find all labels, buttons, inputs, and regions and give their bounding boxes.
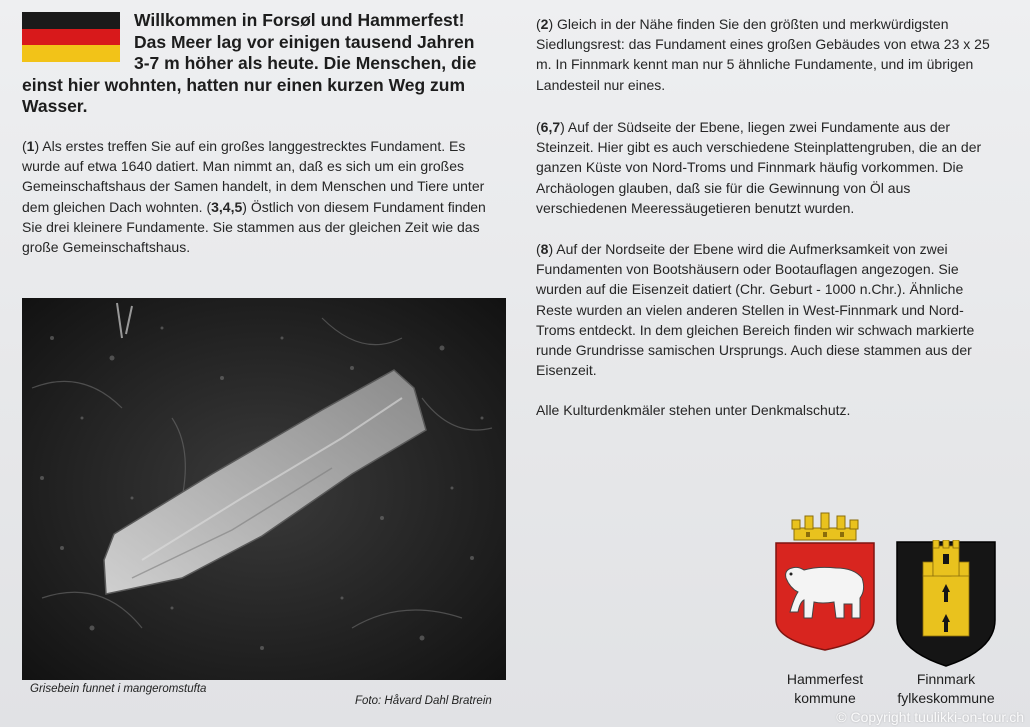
paragraph-1: (1) Als erstes treffen Sie auf ein großes langgestrecktes Fundament. Es wurde auf etwa 1640 datiert. Man nimmt an, daß es sich um ein großes Gemeinschaftshaus der Samen handelt, in dem Menschen und Tiere unter dem gleichen Dach wohnten. (3,4,5) Östlich von diesem Fundament finden Sie drei kleinere Fundamente. Sie stammen aus der gleichen Zeit wie das große Gemeinschaftshaus. [22,138,486,256]
photo-credit: Foto: Håvard Dahl Bratrein [355,695,492,707]
paragraph-8: (8) Auf der Nordseite der Ebene wird die Aufmerksamkeit von zwei Fundamenten von Bootshäusern oder Bootauflagen angezogen. Sie wurden auf die Eisenzeit datiert (Chr. Geburt - 1000 n.Chr.). Ähnliche Reste wurden an vielen anderen Stellen in West-Finnmark und Nord-Troms entdeckt. In dem gleichen Bereich finden wir schwach markierte runde Grundrisse samischen Ursprungs. Auch diese stammen aus der Eisenzeit. [536,241,975,379]
copyright-watermark: © Copyright tuulikki-on-tour.ch [836,709,1024,725]
finnmark-label: Finnmark fylkeskommune [897,671,995,706]
paragraph-6-7: (6,7) Auf der Südseite der Ebene, liegen zwei Fundamente aus der Steinzeit. Hier gibt es auch verschiedene Steinplattengruben, die an der ganzen Küste von Nord-Troms und Finnmark häufig vorkommen. Die Archäologen glauben, daß sie für die Gewinnung von Öl aus verschiedenen Meeressäugetieren benutzt wurden. [536,119,982,216]
paragraph-2: (2) Gleich in der Nähe finden Sie den größten und merkwürdigsten Siedlungsrest: das Fundament eines großen Gebäudes von etwa 23 x 25 m. In Finnmark kennt man nur 5 ähnliche Fundamente, und im übrigen Landesteil nur eines. [536,16,990,93]
hammerfest-coat-of-arms-icon [774,512,876,652]
hammerfest-label: Hammerfest kommune [786,671,864,706]
archaeological-photo [22,298,506,680]
sign-title: Willkommen in Forsøl und Hammerfest! Das Meer lag vor einigen tausend Jahren 3-7 m höher als heute. Die Menschen, die einst hier wohnten, hatten nur einen kurzen Weg zum Wasser. [22,10,477,116]
photo-caption: Grisebein funnet i mangeromstufta [30,683,207,695]
bone-fragment-photo-icon [22,298,506,680]
finnmark-coat-of-arms-icon [895,540,997,668]
paragraph-protection-note: Alle Kulturdenkmäler stehen unter Denkmalschutz. [536,402,851,418]
